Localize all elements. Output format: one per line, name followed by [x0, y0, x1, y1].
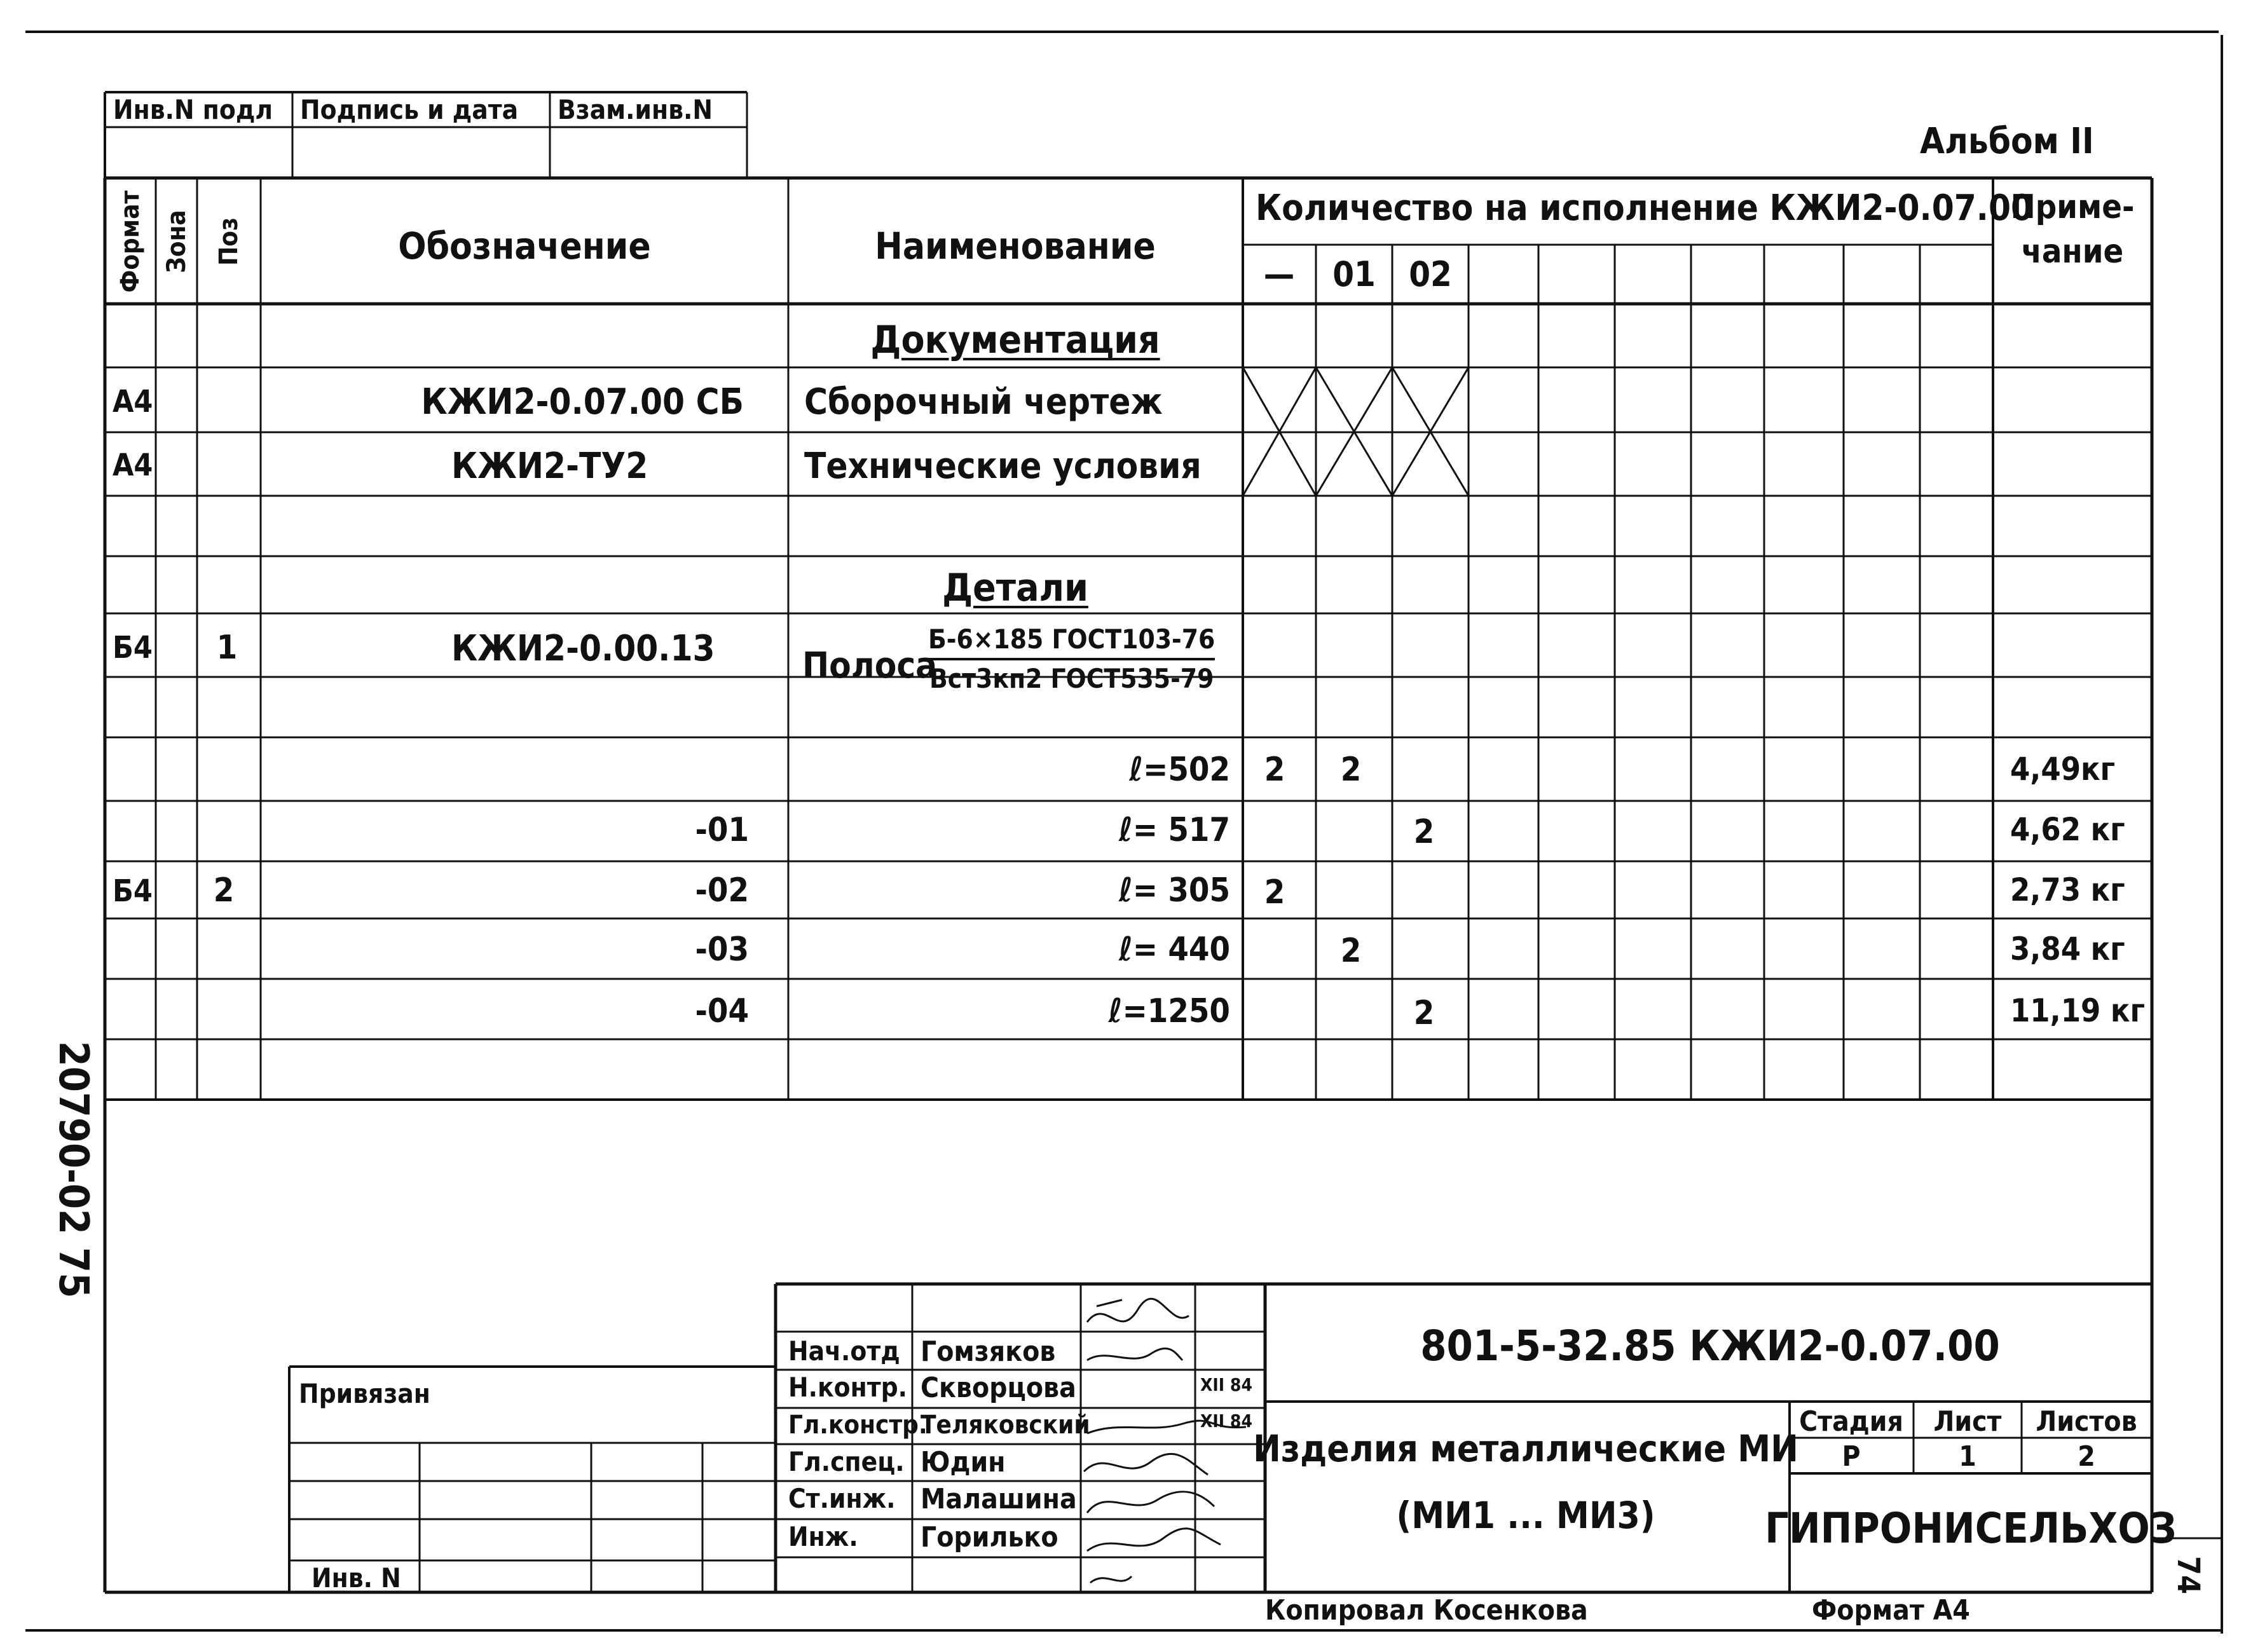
doc2-designation: КЖИ2-ТУ2 — [451, 446, 648, 487]
page-number: 74 — [2170, 1555, 2206, 1595]
name-6: Горилько — [921, 1521, 1058, 1553]
bound-label: Привязан — [299, 1378, 430, 1409]
role-6: Инж. — [788, 1521, 858, 1552]
doc2-format: А4 — [113, 447, 153, 483]
bound-inv-label: Инв. N — [312, 1562, 401, 1594]
sheet-format: Формат А4 — [1812, 1594, 1970, 1627]
name-1: Гомзяков — [921, 1335, 1056, 1368]
l305-length: ℓ= 305 — [1118, 871, 1230, 910]
l502-qty-base: 2 — [1264, 751, 1285, 789]
l305-designation: -02 — [695, 871, 749, 910]
l440-mass: 3,84 кг — [2010, 931, 2125, 967]
date-3: XII 84 — [1200, 1410, 1252, 1431]
header-designation: Обозначение — [398, 224, 651, 268]
l502-length: ℓ=502 — [1129, 751, 1230, 789]
header-variant-01: 01 — [1332, 254, 1376, 294]
header-format: Формат — [116, 190, 145, 293]
header-variant-base: — — [1263, 254, 1295, 294]
sheets-label: Листов — [2036, 1405, 2137, 1438]
document-code: 801-5-32.85 КЖИ2-0.07.00 — [1420, 1321, 2000, 1370]
header-note-line1: Приме- — [2010, 188, 2135, 226]
album-label: Альбом II — [1920, 121, 2094, 162]
copied-by: Копировал Косенкова — [1265, 1594, 1588, 1627]
archive-number: 20790-02 75 — [50, 1041, 97, 1299]
header-poz: Поз — [214, 217, 243, 266]
sheet-label: Лист — [1933, 1405, 2002, 1438]
document-title-line1: Изделия металлические МИ — [1253, 1427, 1798, 1470]
l517-length: ℓ= 517 — [1118, 811, 1230, 849]
name-3: Теляковский — [921, 1410, 1090, 1440]
l305-qty-base: 2 — [1264, 873, 1285, 911]
header-quantity: Количество на исполнение КЖИ2-0.07.00 — [1256, 188, 2034, 229]
role-2: Н.контр. — [788, 1372, 908, 1403]
section-details: Детали — [942, 566, 1088, 610]
l440-designation: -03 — [695, 931, 749, 969]
name-2: Скворцова — [921, 1372, 1076, 1404]
vzam-inv-label: Взам.инв.N — [558, 94, 713, 125]
inv-podl-label: Инв.N подл — [113, 94, 273, 125]
det-profile: Б-6×185 ГОСТ103-76 — [928, 626, 1215, 660]
header-note-line2: чание — [2021, 233, 2124, 271]
l440-qty-01: 2 — [1340, 932, 1362, 970]
sheets-value: 2 — [2078, 1440, 2095, 1473]
l517-designation: -01 — [695, 811, 749, 849]
sheet-value: 1 — [1959, 1440, 1976, 1473]
role-1: Нач.отд — [788, 1335, 900, 1367]
section-documentation: Документация — [870, 318, 1160, 362]
document-title-line2: (МИ1 ... МИ3) — [1396, 1494, 1655, 1537]
l502-mass: 4,49кг — [2010, 751, 2116, 788]
det-steel-grade: Вст3кп2 ГОСТ535-79 — [929, 663, 1214, 694]
det-name: Полоса — [802, 645, 938, 686]
l305-pos: 2 — [213, 871, 235, 910]
header-name: Наименование — [875, 224, 1156, 268]
det-designation: КЖИ2-0.00.13 — [451, 628, 715, 669]
l1250-length: ℓ=1250 — [1108, 992, 1230, 1030]
name-4: Юдин — [921, 1446, 1006, 1478]
l440-length: ℓ= 440 — [1118, 931, 1230, 969]
l305-format: Б4 — [113, 873, 153, 909]
doc2-name: Технические условия — [804, 446, 1202, 487]
doc1-designation: КЖИ2-0.07.00 СБ — [421, 381, 744, 423]
det-pos: 1 — [216, 629, 238, 667]
date-2: XII 84 — [1200, 1374, 1252, 1395]
header-variant-02: 02 — [1409, 254, 1452, 294]
doc1-name: Сборочный чертеж — [804, 381, 1163, 423]
role-3: Гл.констр. — [788, 1410, 928, 1440]
organization-name: ГИПРОНИСЕЛЬХОЗ — [1765, 1504, 2177, 1553]
det-format: Б4 — [113, 630, 153, 666]
l305-mass: 2,73 кг — [2010, 871, 2125, 908]
l1250-mass: 11,19 кг — [2010, 992, 2145, 1029]
l517-qty-02: 2 — [1413, 813, 1435, 851]
l1250-qty-02: 2 — [1413, 994, 1435, 1032]
signatures — [1084, 1299, 1246, 1583]
podpis-label: Подпись и дата — [300, 94, 519, 125]
role-5: Ст.инж. — [788, 1483, 896, 1514]
role-4: Гл.спец. — [788, 1446, 905, 1477]
doc1-format: А4 — [113, 384, 153, 420]
header-zona: Зона — [162, 210, 191, 273]
l502-qty-01: 2 — [1340, 751, 1362, 789]
l1250-designation: -04 — [695, 992, 749, 1030]
l517-mass: 4,62 кг — [2010, 811, 2125, 848]
stage-value: Р — [1842, 1440, 1861, 1473]
name-5: Малашина — [921, 1483, 1077, 1515]
stage-label: Стадия — [1799, 1405, 1903, 1438]
det-material-fraction — [928, 626, 1215, 692]
